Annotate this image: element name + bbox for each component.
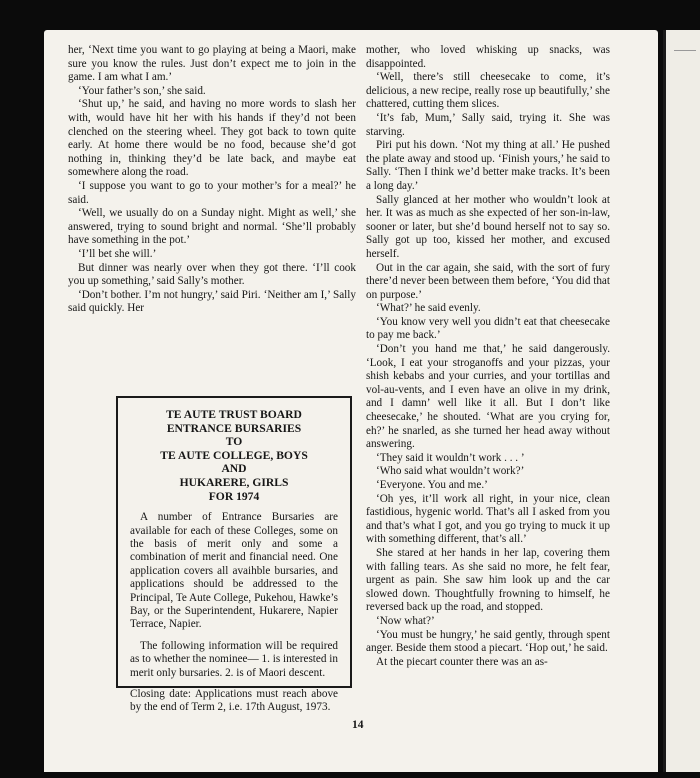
notice-closing-date: Closing date: Applications must reach above by the end of Term 2, i.e. 17th August, 1973. <box>130 688 338 714</box>
notice-title-line: TO <box>225 435 243 449</box>
notice-title <box>130 408 338 503</box>
notice-title-line: FOR 1974 <box>208 489 260 503</box>
paragraph: ‘They said it wouldn’t work . . . ’ <box>376 451 525 464</box>
story-column-right <box>366 44 610 669</box>
notice-title-line: AND <box>221 462 247 476</box>
paragraph: ‘Well, we usually do on a Sunday night. Might as well,’ she answered, trying to sound bright and normal. ‘She’ll probably have something in the pot.’ <box>68 207 356 247</box>
notice-title-line: TE AUTE TRUST BOARD <box>166 408 302 421</box>
notice-body: A number of Entrance Bursaries are available for each of these Colleges, some on the basis of merit only and some a combination of merit and financial need. One application covers all avaihble bursaries, and applications should be addressed to the Principal, Te Aute College, Pukehou, Hawke’s Bay, or the Superintendent, Hukarere, Napier Terrace, Napier. <box>130 511 338 631</box>
page-edge-mark <box>674 50 696 51</box>
notice-title-line: ENTRANCE BURSARIES <box>166 421 302 435</box>
page-number: 14 <box>352 719 364 731</box>
paragraph: ‘Everyone. You and me.’ <box>376 479 488 491</box>
paragraph: ‘What?’ he said evenly. <box>376 302 481 315</box>
notice-info: The following information will be required as to whether the nominee— 1. is interested in merit only bursaries. 2. is of Maori descent. <box>130 639 338 679</box>
paragraph: ‘Who said what wouldn’t work?’ <box>376 465 525 478</box>
paragraph: At the piecart counter there was an as- <box>376 655 548 668</box>
paragraph: ‘Don’t bother. I’m not hungry,’ said Piri. ‘Neither am I,’ Sally said quickly. Her <box>68 288 356 315</box>
paragraph: ‘Your father’s son,’ she said. <box>78 84 206 97</box>
paragraph: ‘Oh yes, it’ll work all right, in your nice, clean fastidious, hygenic world. That’s all I asked from you and that’s what I got, and you go trying to muck it up with something different, that’s all.’ <box>366 492 610 546</box>
notice-title-line: HUKARERE, GIRLS <box>179 475 289 489</box>
paragraph: Sally glanced at her mother who wouldn’t look at her. It was as much as she expected of her son-in-law, sooner or later, but she’d bound herself not to say so. Sally got up too, kissed her mother, and excused herself. <box>366 193 610 260</box>
paragraph: ‘You must be hungry,’ he said gently, through spent anger. Beside them stood a piecart. ‘Hop out,’ he said. <box>366 628 610 655</box>
paragraph: ‘I suppose you want to go to your mother’s for a meal?’ he said. <box>68 179 356 206</box>
paragraph: ‘It’s fab, Mum,’ Sally said, trying it. She was starving. <box>366 111 610 138</box>
paragraph: ‘I’ll bet she will.’ <box>78 247 157 260</box>
paragraph: ‘You know very well you didn’t eat that cheesecake to pay me back.’ <box>366 315 610 342</box>
paragraph: her, ‘Next time you want to go playing at being a Maori, make sure you know the rules. Just don’t expect me to join in the game. I am what I am.’ <box>68 44 356 84</box>
adjacent-page-edge <box>663 30 700 772</box>
paragraph: Out in the car again, she said, with the sort of fury there’d never been between them before, ‘You did that on purpose.’ <box>366 261 610 301</box>
paragraph: mother, who loved whisking up snacks, was disappointed. <box>366 44 610 70</box>
story-column-left <box>68 44 356 316</box>
paragraph: But dinner was nearly over when they got there. ‘I’ll cook you up something,’ said Sally’s mother. <box>68 261 356 288</box>
paragraph: ‘Well, there’s still cheesecake to come, it’s delicious, a new recipe, really rose up beautifully,’ she chattered, cutting them slices. <box>366 71 610 111</box>
notice-title-line: TE AUTE COLLEGE, BOYS <box>160 448 308 462</box>
paragraph: ‘Now what?’ <box>376 614 435 627</box>
paragraph: Piri put his down. ‘Not my thing at all.’ He pushed the plate away and stood up. ‘Finish yours,’ he said to Sally. ‘Then I think we’d better make tracks. It’s been a long day.’ <box>366 139 610 192</box>
bursary-notice-box <box>116 396 352 714</box>
paragraph: She stared at her hands in her lap, covering them with falling tears. As she said no more, he felt fear, urgent as pain. She saw him look up and the car slowed down. Thoughtfully frowning to himself, he reversed back up the road, and stopped. <box>366 546 610 614</box>
paragraph: ‘Shut up,’ he said, and having no more words to slash her with, would have hit her with his hands if they’d not been clenched on the steering wheel. They got back to town quite early. At home there would be no food, because she’d got nothing in, thinking they’d be late back, and maybe eat somewhere along the road. <box>68 98 356 179</box>
paragraph: ‘Don’t you hand me that,’ he said dangerously. ‘Look, I eat your stroganoffs and your pizzas, your shish kebabs and your curries, and your tortillas and vol-au-vents, and I even have an olive in my drink, and I damn’ well like it all. But I don’t like cheesecake,’ he shouted. ‘What are you crying for, eh?’ he snarled, as she turned her head away without answering. <box>366 343 610 451</box>
